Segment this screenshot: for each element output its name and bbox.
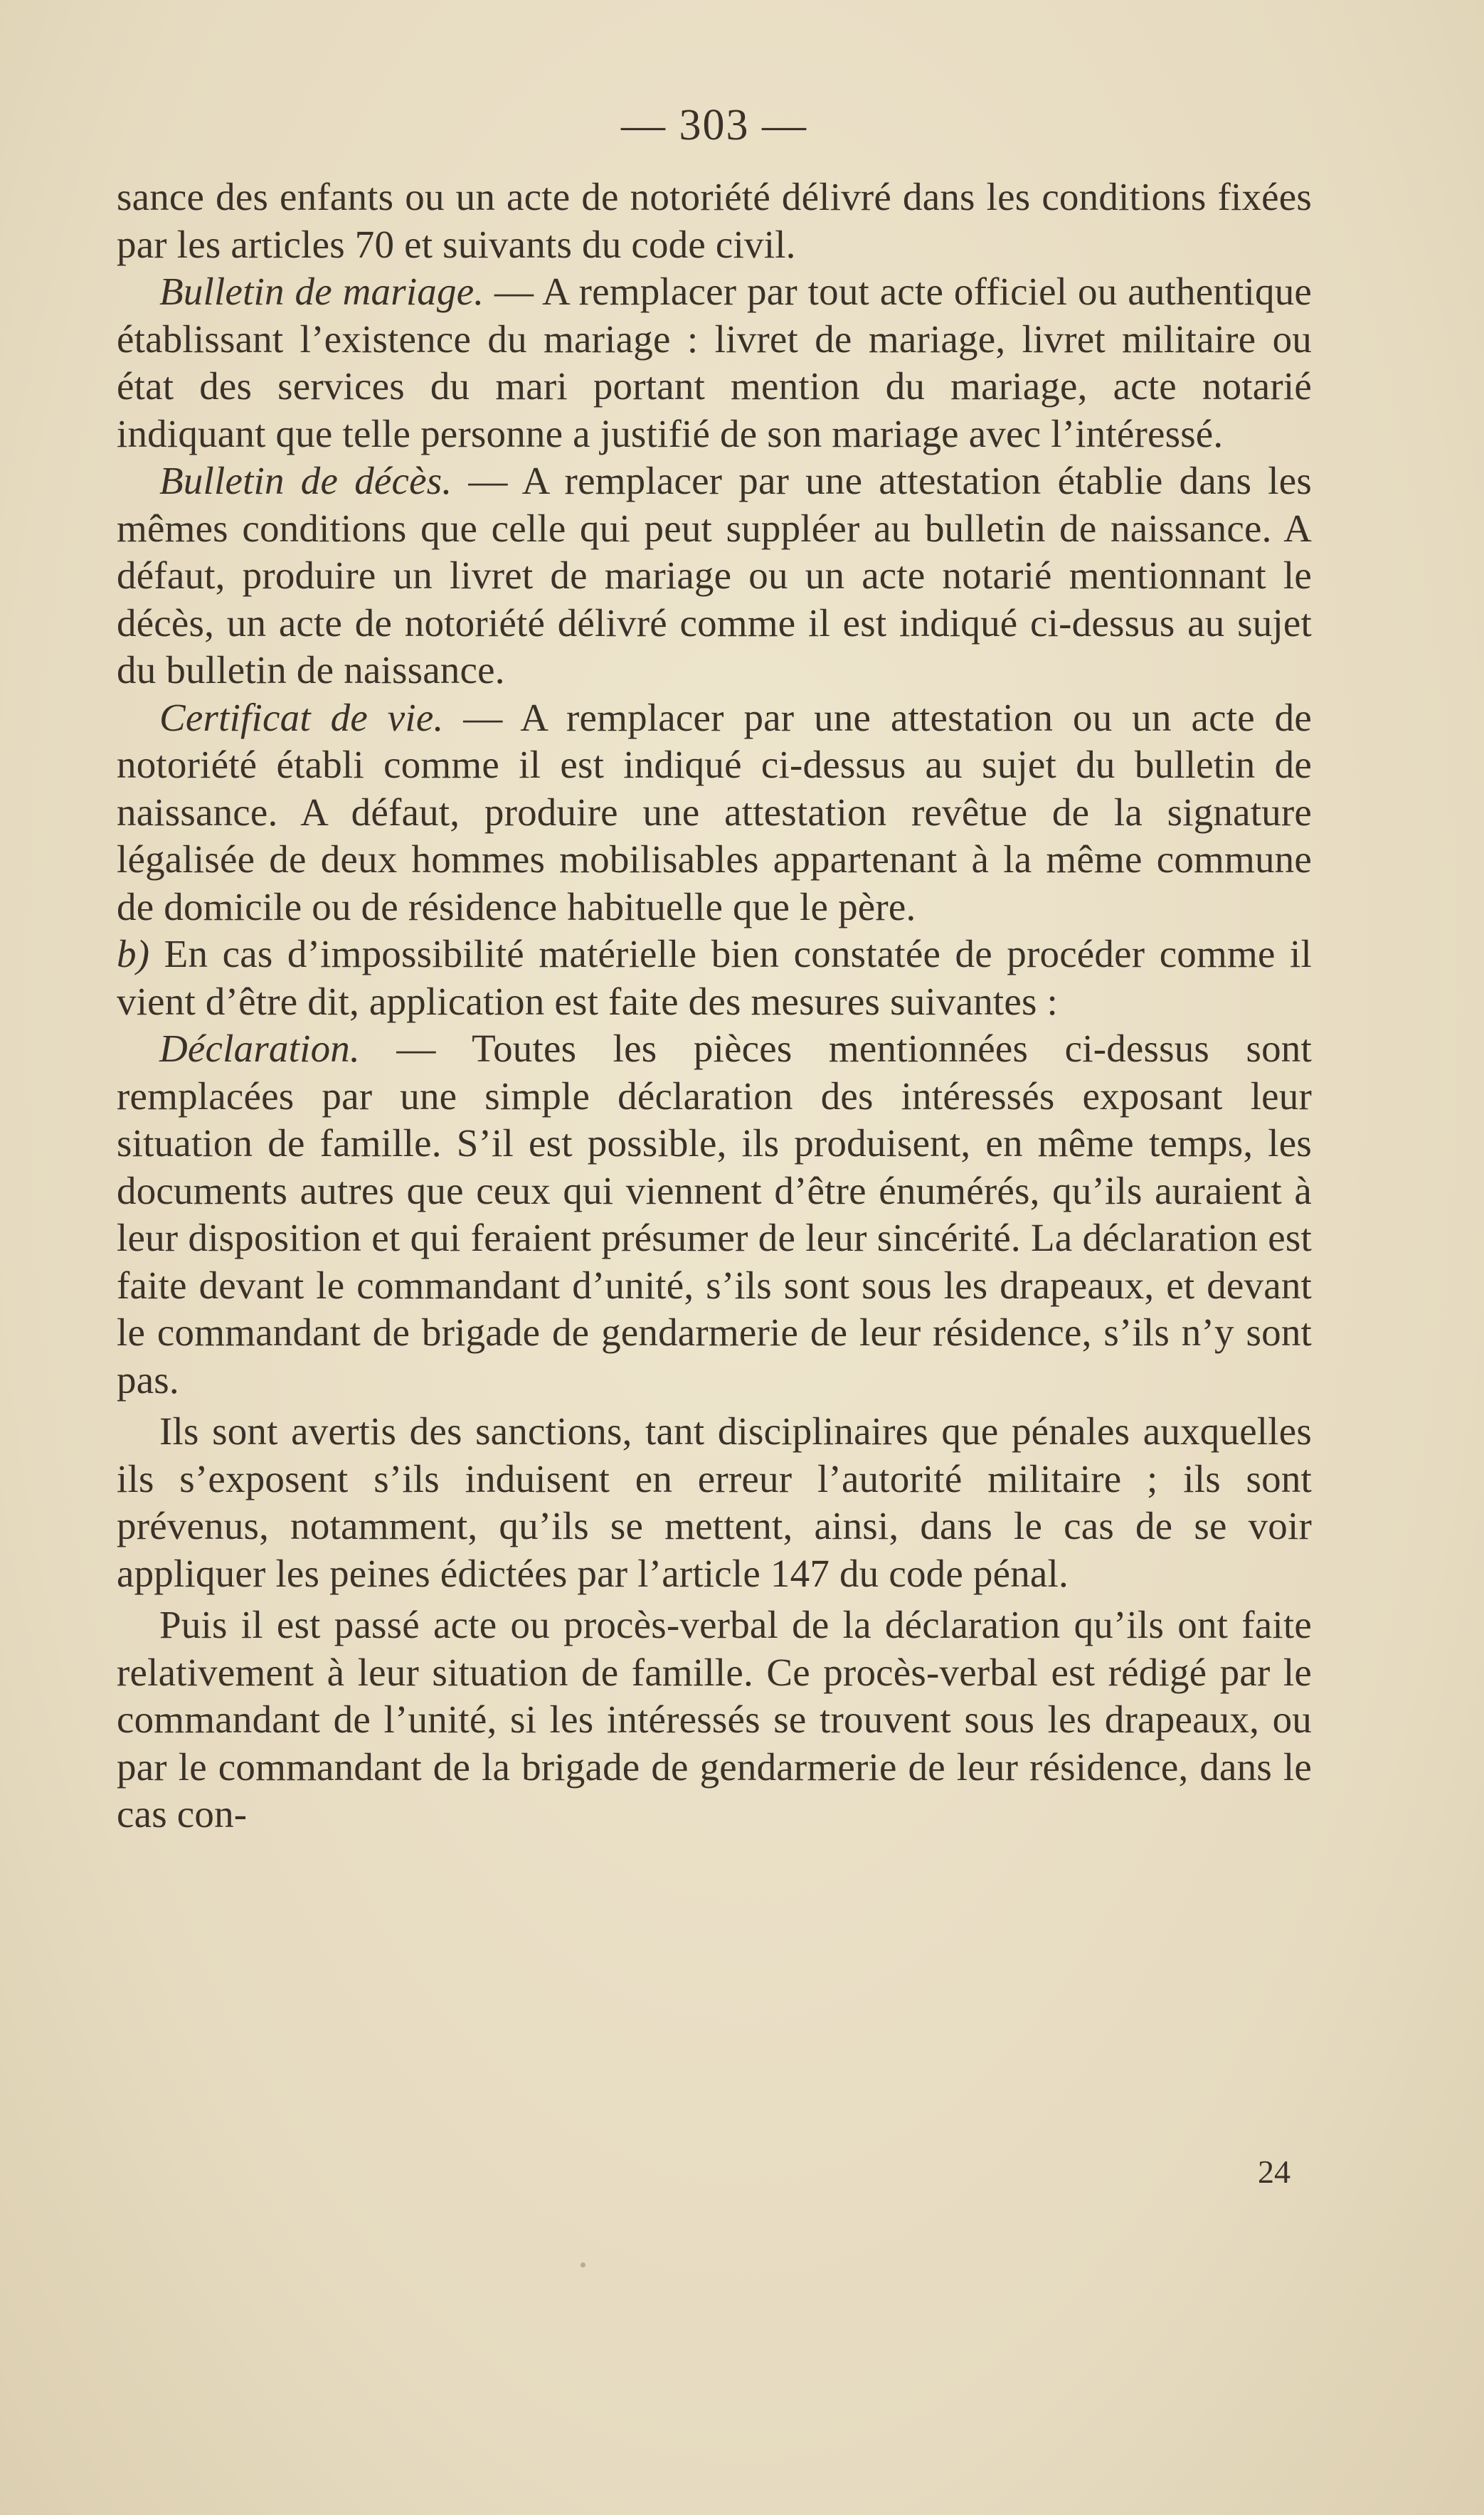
paragraph-text: En cas d’impossibilité matérielle bien constatée de procéder comme il vient d’être dit, application est faite des mesures suivantes : xyxy=(117,932,1312,1023)
paragraph-sanctions xyxy=(117,1408,1312,1597)
paragraph-continuation xyxy=(117,174,1312,268)
paragraph-lead: Bulletin de décès. xyxy=(159,459,452,502)
signature-mark: 24 xyxy=(1258,2154,1290,2190)
paragraph-lead: Certificat de vie. xyxy=(159,695,444,739)
paragraph-bulletin-mariage xyxy=(117,268,1312,457)
page-number: — 303 — xyxy=(621,101,807,149)
paragraph-lead: b) xyxy=(117,932,150,975)
paragraph-text: Ils sont avertis des sanctions, tant disciplinaires que pénales auxquelles ils s’exposent s’ils induisent en erreur l’autorité militaire ; ils sont prévenus, notamment, qu’ils se mettent, ainsi, dans le cas de se voir appliquer les peines édictées par l’article 147 du code pénal. xyxy=(117,1409,1312,1595)
paragraph-certificat-vie xyxy=(117,694,1312,931)
body-text xyxy=(117,174,1312,1838)
paper-speck xyxy=(581,2262,585,2267)
document-page xyxy=(117,0,1312,2515)
paragraph-bulletin-deces xyxy=(117,457,1312,694)
paragraph-lead: Déclaration. xyxy=(159,1027,360,1070)
paragraph-text: — A remplacer par une attestation ou un acte de notoriété établi comme il est indiqué ci-dessus au sujet du bulletin de naissance. A défaut, produire une attestation revêtue de la signature légalisée de deux hommes mobilisables appartenant à la même commune de domicile ou de résidence habituelle que le père. xyxy=(117,695,1312,928)
paragraph-lead: Bulletin de mariage. xyxy=(159,270,484,313)
paragraph-text: — A remplacer par tout acte officiel ou authentique établissant l’existence du mariage : livret de mariage, livret militaire ou état des services du mari portant mention du mariage, acte notarié indiquant que telle personne a justifié de son mariage avec l’intéressé. xyxy=(117,270,1313,455)
paragraph-proces-verbal xyxy=(117,1601,1312,1838)
paragraph-text: — Toutes les pièces mentionnées ci-dessus sont remplacées par une simple déclaration des intéressés exposant leur situation de famille. S’il est possible, ils produisent, en même temps, les documents autres que ceux qui viennent d’être énumérés, qu’ils auraient à leur disposition et qui feraient présumer de leur sincérité. La déclaration est faite devant le commandant d’unité, s’ils sont sous les drapeaux, et devant le commandant de brigade de gendarmerie de leur résidence, s’ils n’y sont pas. xyxy=(117,1027,1312,1402)
paragraph-text: sance des enfants ou un acte de notoriété délivré dans les conditions fixées par les articles 70 et suivants du code civil. xyxy=(117,175,1312,266)
paragraph-b xyxy=(117,931,1312,1025)
paragraph-text: Puis il est passé acte ou procès-verbal de la déclaration qu’ils ont faite relativement à leur situation de famille. Ce procès-verbal est rédigé par le commandant de l’unité, si les intéressés se trouvent sous les drapeaux, ou par le commandant de la brigade de gendarmerie de leur résidence, dans le cas con- xyxy=(117,1603,1312,1836)
paragraph-text: — A remplacer par une attestation établie dans les mêmes conditions que celle qui peut suppléer au bulletin de naissance. A défaut, produire un livret de mariage ou un acte notarié mentionnant le décès, un acte de notoriété délivré comme il est indiqué ci-dessus au sujet du bulletin de naissance. xyxy=(117,459,1313,692)
paragraph-declaration xyxy=(117,1025,1312,1404)
